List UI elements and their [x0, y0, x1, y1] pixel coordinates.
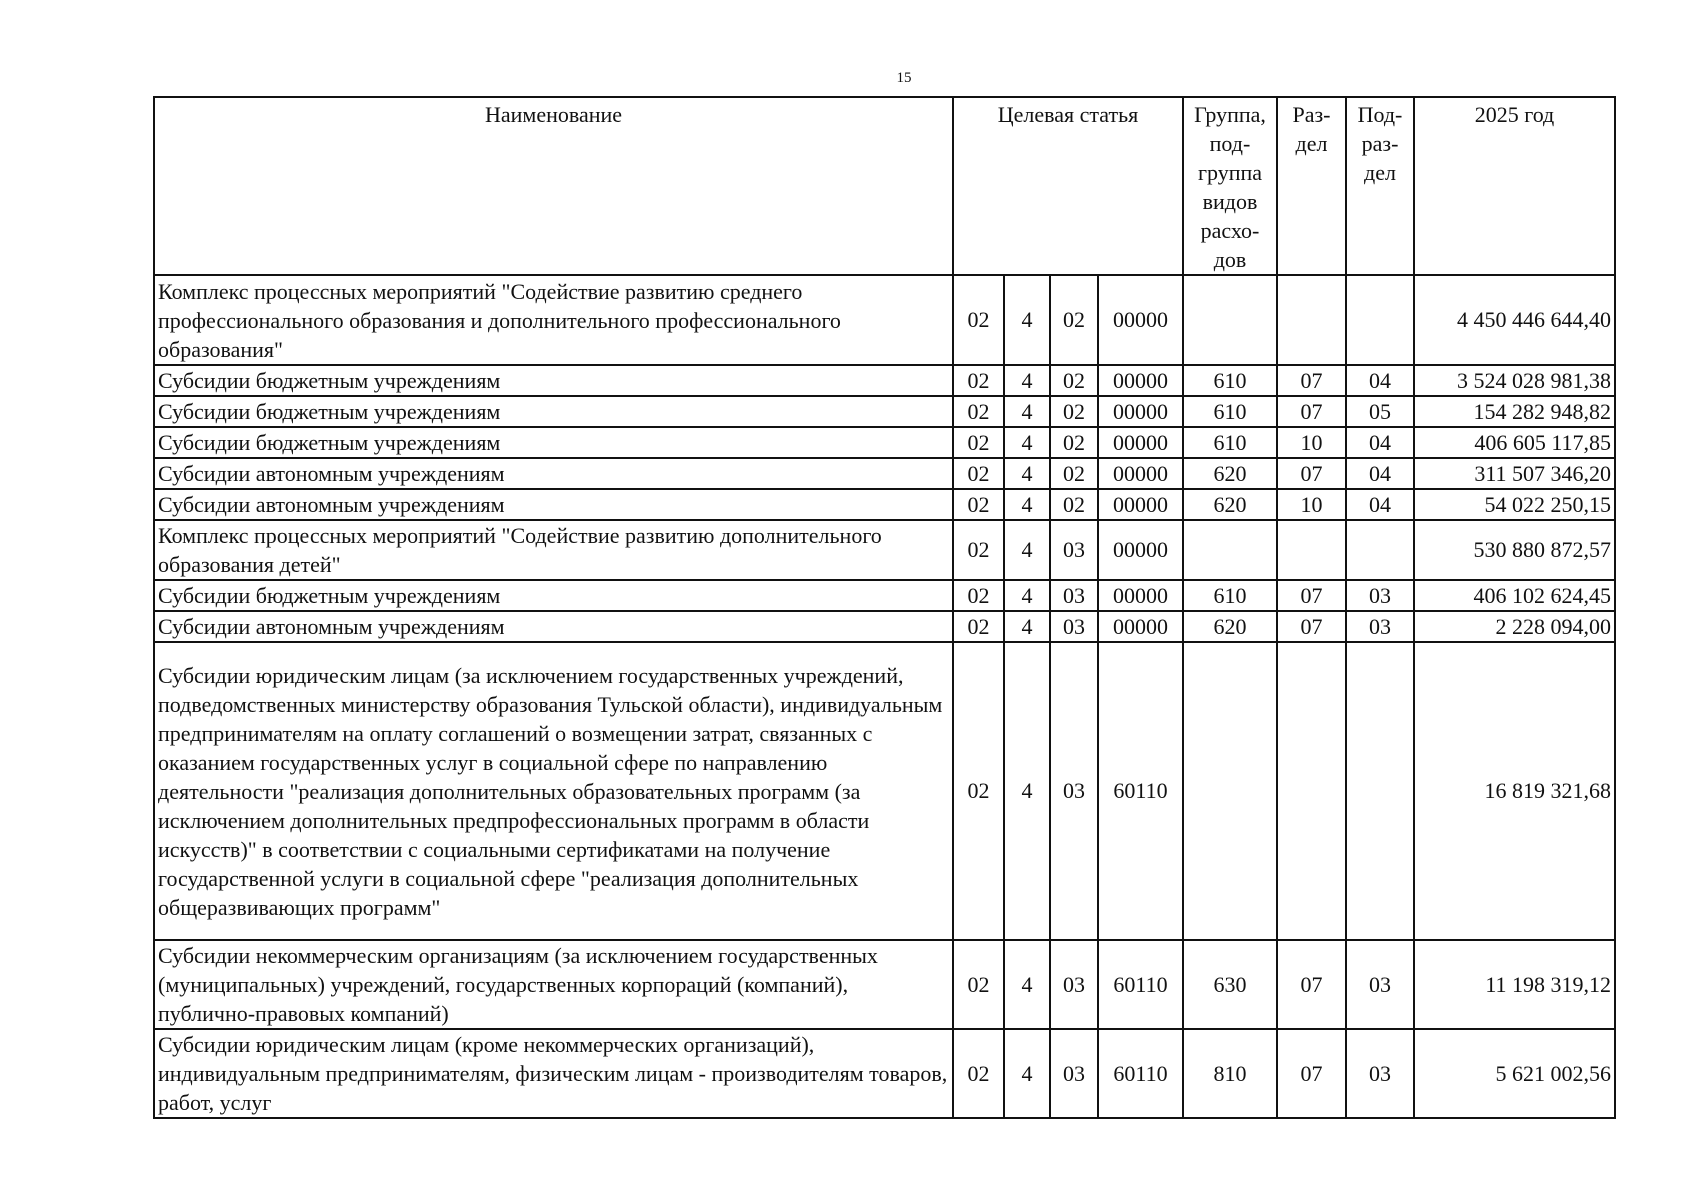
- amount-2025: 4 450 446 644,40: [1414, 275, 1615, 365]
- amount-2025: 5 621 002,56: [1414, 1029, 1615, 1118]
- event-code: 03: [1050, 940, 1098, 1029]
- table-row: [154, 1029, 1615, 1118]
- subsection-code: 03: [1346, 1029, 1414, 1118]
- amount-2025: 3 524 028 981,38: [1414, 365, 1615, 396]
- subprogram-code: 4: [1004, 642, 1050, 940]
- expense-group-code: 810: [1183, 1029, 1277, 1118]
- program-code: 02: [953, 427, 1004, 458]
- section-code: [1277, 275, 1346, 365]
- expense-group-code: [1183, 642, 1277, 940]
- amount-2025: 54 022 250,15: [1414, 489, 1615, 520]
- expense-group-code: [1183, 275, 1277, 365]
- header-expense-group: Группа, под-группа видов расхо-дов: [1183, 97, 1277, 275]
- expense-group-code: 610: [1183, 365, 1277, 396]
- program-code: 02: [953, 642, 1004, 940]
- event-code: 03: [1050, 580, 1098, 611]
- section-code: 07: [1277, 1029, 1346, 1118]
- amount-2025: 530 880 872,57: [1414, 520, 1615, 580]
- table-row: [154, 520, 1615, 580]
- amount-2025: 154 282 948,82: [1414, 396, 1615, 427]
- program-code: 02: [953, 458, 1004, 489]
- section-code: [1277, 642, 1346, 940]
- row-name: Комплекс процессных мероприятий "Содействие развитию дополнительного образования детей": [154, 520, 953, 580]
- row-name: Субсидии бюджетным учреждениям: [154, 580, 953, 611]
- header-section: Раз-дел: [1277, 97, 1346, 275]
- direction-code: 00000: [1098, 458, 1183, 489]
- row-name: Субсидии некоммерческим организациям (за исключением государственных (муниципальных) учреждений, государственных корпораций (компаний), публично-правовых компаний): [154, 940, 953, 1029]
- header-subsection: Под-раз-дел: [1346, 97, 1414, 275]
- subprogram-code: 4: [1004, 427, 1050, 458]
- table-row: [154, 940, 1615, 1029]
- expense-group-code: 620: [1183, 489, 1277, 520]
- direction-code: 00000: [1098, 275, 1183, 365]
- section-code: 07: [1277, 396, 1346, 427]
- section-code: 10: [1277, 489, 1346, 520]
- direction-code: 00000: [1098, 580, 1183, 611]
- subprogram-code: 4: [1004, 1029, 1050, 1118]
- table-row: [154, 580, 1615, 611]
- event-code: 02: [1050, 458, 1098, 489]
- row-name: Субсидии автономным учреждениям: [154, 489, 953, 520]
- subsection-code: [1346, 520, 1414, 580]
- page-number: 15: [896, 70, 912, 86]
- table-row: [154, 396, 1615, 427]
- subprogram-code: 4: [1004, 611, 1050, 642]
- table-row: [154, 611, 1615, 642]
- subprogram-code: 4: [1004, 489, 1050, 520]
- expense-group-code: [1183, 520, 1277, 580]
- section-code: 10: [1277, 427, 1346, 458]
- row-name: Субсидии юридическим лицам (кроме некоммерческих организаций), индивидуальным предпринимателям, физическим лицам - производителям товаров, работ, услуг: [154, 1029, 953, 1118]
- subsection-code: 03: [1346, 580, 1414, 611]
- row-name: Субсидии автономным учреждениям: [154, 458, 953, 489]
- subprogram-code: 4: [1004, 396, 1050, 427]
- program-code: 02: [953, 940, 1004, 1029]
- subprogram-code: 4: [1004, 275, 1050, 365]
- row-name: Субсидии бюджетным учреждениям: [154, 427, 953, 458]
- program-code: 02: [953, 1029, 1004, 1118]
- direction-code: 00000: [1098, 396, 1183, 427]
- subsection-code: 04: [1346, 365, 1414, 396]
- section-code: 07: [1277, 580, 1346, 611]
- header-name: Наименование: [154, 97, 953, 275]
- subsection-code: 05: [1346, 396, 1414, 427]
- subsection-code: 04: [1346, 427, 1414, 458]
- header-year: 2025 год: [1414, 97, 1615, 275]
- program-code: 02: [953, 396, 1004, 427]
- event-code: 03: [1050, 642, 1098, 940]
- event-code: 02: [1050, 396, 1098, 427]
- amount-2025: 406 102 624,45: [1414, 580, 1615, 611]
- program-code: 02: [953, 275, 1004, 365]
- subsection-code: 03: [1346, 611, 1414, 642]
- section-code: 07: [1277, 611, 1346, 642]
- row-name: Субсидии автономным учреждениям: [154, 611, 953, 642]
- table-row: [154, 458, 1615, 489]
- program-code: 02: [953, 611, 1004, 642]
- event-code: 02: [1050, 489, 1098, 520]
- subprogram-code: 4: [1004, 458, 1050, 489]
- subprogram-code: 4: [1004, 940, 1050, 1029]
- event-code: 03: [1050, 520, 1098, 580]
- direction-code: 00000: [1098, 427, 1183, 458]
- table-body: [154, 275, 1615, 1118]
- subsection-code: [1346, 275, 1414, 365]
- row-name: Субсидии юридическим лицам (за исключением государственных учреждений, подведомственных министерству образования Тульской области), индивидуальным предпринимателям на оплату соглашений о возмещении затрат, связанных с оказанием государственных услуг в социальной сфере по направлению деятельности "реализация дополнительных образовательных программ (за исключением дополнительных предпрофессиональных программ в области искусств)" в соответствии с социальными сертификатами на получение государственной услуги в социальной сфере "реализация дополнительных общеразвивающих программ": [154, 642, 953, 940]
- section-code: 07: [1277, 365, 1346, 396]
- table-row: [154, 642, 1615, 940]
- event-code: 03: [1050, 611, 1098, 642]
- subsection-code: 03: [1346, 940, 1414, 1029]
- program-code: 02: [953, 489, 1004, 520]
- direction-code: 00000: [1098, 489, 1183, 520]
- row-name: Комплекс процессных мероприятий "Содействие развитию среднего профессионального образования и дополнительного профессионального образования": [154, 275, 953, 365]
- event-code: 02: [1050, 365, 1098, 396]
- table-row: [154, 427, 1615, 458]
- row-name: Субсидии бюджетным учреждениям: [154, 396, 953, 427]
- amount-2025: 311 507 346,20: [1414, 458, 1615, 489]
- row-name: Субсидии бюджетным учреждениям: [154, 365, 953, 396]
- event-code: 02: [1050, 427, 1098, 458]
- section-code: 07: [1277, 458, 1346, 489]
- header-target-article: Целевая статья: [953, 97, 1183, 275]
- budget-table: [153, 96, 1616, 1119]
- direction-code: 00000: [1098, 520, 1183, 580]
- subsection-code: 04: [1346, 489, 1414, 520]
- header-row: [154, 97, 1615, 275]
- table-row: [154, 275, 1615, 365]
- table-row: [154, 489, 1615, 520]
- subprogram-code: 4: [1004, 365, 1050, 396]
- expense-group-code: 620: [1183, 458, 1277, 489]
- direction-code: 60110: [1098, 1029, 1183, 1118]
- expense-group-code: 610: [1183, 580, 1277, 611]
- expense-group-code: 620: [1183, 611, 1277, 642]
- program-code: 02: [953, 580, 1004, 611]
- section-code: [1277, 520, 1346, 580]
- direction-code: 00000: [1098, 611, 1183, 642]
- subsection-code: [1346, 642, 1414, 940]
- direction-code: 00000: [1098, 365, 1183, 396]
- expense-group-code: 610: [1183, 427, 1277, 458]
- direction-code: 60110: [1098, 940, 1183, 1029]
- subprogram-code: 4: [1004, 520, 1050, 580]
- direction-code: 60110: [1098, 642, 1183, 940]
- event-code: 02: [1050, 275, 1098, 365]
- table-row: [154, 365, 1615, 396]
- subsection-code: 04: [1346, 458, 1414, 489]
- amount-2025: 11 198 319,12: [1414, 940, 1615, 1029]
- program-code: 02: [953, 365, 1004, 396]
- amount-2025: 2 228 094,00: [1414, 611, 1615, 642]
- program-code: 02: [953, 520, 1004, 580]
- event-code: 03: [1050, 1029, 1098, 1118]
- expense-group-code: 630: [1183, 940, 1277, 1029]
- expense-group-code: 610: [1183, 396, 1277, 427]
- amount-2025: 406 605 117,85: [1414, 427, 1615, 458]
- amount-2025: 16 819 321,68: [1414, 642, 1615, 940]
- subprogram-code: 4: [1004, 580, 1050, 611]
- section-code: 07: [1277, 940, 1346, 1029]
